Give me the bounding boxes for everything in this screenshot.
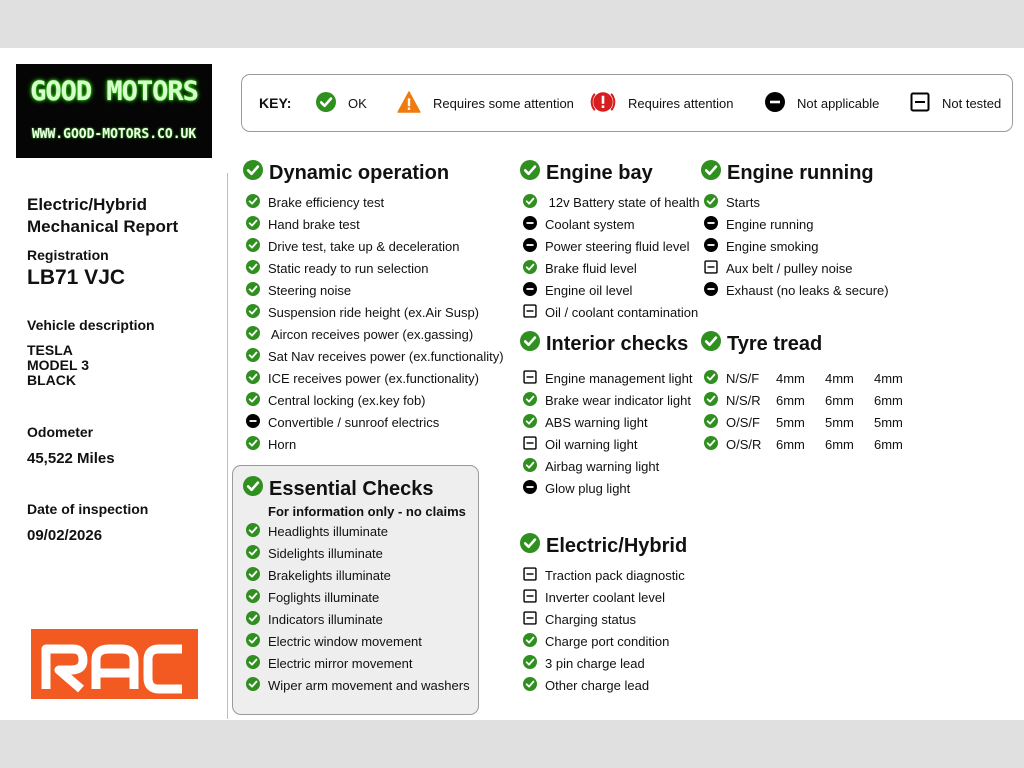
check-item <box>523 566 685 584</box>
check-icon <box>520 533 540 559</box>
check-item <box>523 588 665 606</box>
check-item-label: Power steering fluid level <box>545 238 690 254</box>
check-item-label: Electric mirror movement <box>268 656 413 672</box>
check-item <box>523 676 649 694</box>
tyre-row <box>704 413 903 431</box>
check-item-label: Sidelights illuminate <box>268 545 383 561</box>
minus-square-icon <box>523 589 537 606</box>
check-item-label: Other charge lead <box>545 677 650 693</box>
check-item <box>246 633 422 651</box>
check-icon <box>246 611 260 628</box>
report-title <box>27 194 178 238</box>
check-item-label: Brakelights illuminate <box>268 567 391 583</box>
tyre-position: O/S/F <box>726 414 760 430</box>
check-item <box>704 259 852 277</box>
warning-triangle-icon <box>397 90 421 117</box>
check-item <box>246 413 439 431</box>
check-item-label: Traction pack diagnostic <box>545 567 685 583</box>
tyre-position: O/S/R <box>726 436 762 452</box>
check-icon <box>246 348 260 365</box>
section-title-text: Electric/Hybrid <box>546 534 688 557</box>
key-item-not-tested <box>910 75 1001 131</box>
check-item <box>246 522 388 540</box>
check-item-label: Engine management light <box>545 370 693 386</box>
check-icon <box>246 238 260 255</box>
check-icon <box>704 194 718 211</box>
minus-circle-icon <box>246 414 260 431</box>
vehicle-description-label: Vehicle description <box>27 317 155 333</box>
key-item-not-applicable <box>765 75 879 131</box>
check-item <box>523 303 698 321</box>
check-item <box>523 654 645 672</box>
check-item <box>523 259 637 277</box>
check-item-label: Oil warning light <box>545 436 638 452</box>
check-item-label: Brake efficiency test <box>268 194 385 210</box>
key-item-label: Requires some attention <box>433 95 574 111</box>
check-item <box>523 193 700 211</box>
key-item-label: Not applicable <box>797 95 880 111</box>
check-icon <box>246 545 260 562</box>
check-item-label: Charge port condition <box>545 633 670 649</box>
minus-circle-icon <box>704 216 718 233</box>
check-item <box>246 391 426 409</box>
key-item-attention <box>590 75 734 131</box>
vehicle-make: TESLA <box>27 342 73 358</box>
minus-circle-icon <box>523 282 537 299</box>
check-icon <box>523 194 537 211</box>
minus-square-icon <box>704 260 718 277</box>
check-item <box>246 237 460 255</box>
minus-circle-icon <box>704 282 718 299</box>
vehicle-description <box>27 343 89 388</box>
check-icon <box>701 160 721 186</box>
minus-circle-icon <box>704 238 718 255</box>
tyre-row <box>704 369 903 387</box>
check-icon <box>246 194 260 211</box>
check-icon <box>243 160 263 186</box>
check-item-label: Foglights illuminate <box>268 589 380 605</box>
check-item <box>523 610 636 628</box>
check-icon <box>246 523 260 540</box>
tyre-depth: 6mm <box>825 436 854 452</box>
good-motors-logo <box>16 64 212 158</box>
check-icon <box>246 633 260 650</box>
check-item-label: Charging status <box>545 611 637 627</box>
odometer-value: 45,522 Miles <box>27 450 115 467</box>
section-title-text: Essential Checks <box>269 477 434 500</box>
check-item-label: Central locking (ex.key fob) <box>268 392 426 408</box>
check-item <box>246 610 383 628</box>
rac-logo <box>31 629 198 699</box>
inspection-date-label: Date of inspection <box>27 501 149 517</box>
check-item <box>246 193 384 211</box>
tyre-position: N/S/R <box>726 392 761 408</box>
check-icon <box>246 655 260 672</box>
minus-square-icon <box>523 567 537 584</box>
report-title-line2: Mechanical Report <box>27 217 179 236</box>
check-item-label: Steering noise <box>268 282 352 298</box>
check-item <box>523 632 669 650</box>
check-item <box>523 237 690 255</box>
check-item-label: 12v Battery state of health <box>545 194 700 210</box>
check-icon <box>246 436 260 453</box>
check-icon <box>246 216 260 233</box>
check-item <box>704 237 819 255</box>
check-icon <box>704 436 718 453</box>
check-item-label: Hand brake test <box>268 216 360 232</box>
check-icon <box>246 392 260 409</box>
check-icon <box>523 677 537 694</box>
minus-circle-icon <box>523 238 537 255</box>
check-item-label: Oil / coolant contamination <box>545 304 699 320</box>
check-icon <box>246 370 260 387</box>
key-label: KEY: <box>259 95 292 111</box>
check-item-label: Airbag warning light <box>545 458 660 474</box>
check-icon <box>704 370 718 387</box>
tyre-depth: 4mm <box>776 370 805 386</box>
tyre-depth: 4mm <box>874 370 903 386</box>
check-item-label: Glow plug light <box>545 480 631 496</box>
check-item <box>704 215 813 233</box>
key-item-label: OK <box>348 95 367 111</box>
check-item <box>523 281 632 299</box>
minus-square-icon <box>523 304 537 321</box>
section-title-text: Engine bay <box>546 161 653 184</box>
key-item-some-attention <box>397 75 574 131</box>
check-icon <box>246 260 260 277</box>
check-icon <box>246 567 260 584</box>
logo-url: WWW.GOOD-MOTORS.CO.UK <box>31 127 197 142</box>
check-item <box>523 479 630 497</box>
status-key-legend <box>241 74 1013 132</box>
check-item-label: ABS warning light <box>545 414 648 430</box>
check-icon <box>520 331 540 357</box>
alert-icon <box>590 89 616 118</box>
check-item <box>246 369 479 387</box>
section-title-text: Interior checks <box>546 332 689 355</box>
check-item-label: Engine running <box>726 216 814 232</box>
minus-square-icon <box>523 370 537 387</box>
tyre-row <box>704 435 903 453</box>
check-item-label: Suspension ride height (ex.Air Susp) <box>268 304 480 320</box>
check-icon <box>246 282 260 299</box>
check-item-label: Brake fluid level <box>545 260 637 276</box>
check-icon <box>246 589 260 606</box>
vehicle-model: MODEL 3 <box>27 357 89 373</box>
minus-circle-icon <box>523 480 537 497</box>
check-item-label: 3 pin charge lead <box>545 655 645 671</box>
check-item-label: Inverter coolant level <box>545 589 665 605</box>
report-sheet <box>0 48 1024 720</box>
dynamic-operation-title <box>243 160 449 186</box>
tyre-depth: 6mm <box>776 436 805 452</box>
check-item <box>246 566 391 584</box>
check-item <box>246 281 351 299</box>
check-item <box>523 435 638 453</box>
tyre-depth: 5mm <box>874 414 903 430</box>
interior-checks-title <box>520 331 688 357</box>
check-item-label: Horn <box>268 436 297 452</box>
key-item-label: Not tested <box>942 95 1002 111</box>
key-item-ok <box>316 75 367 131</box>
check-icon <box>523 655 537 672</box>
odometer-label: Odometer <box>27 424 94 440</box>
report-title-line1: Electric/Hybrid <box>27 195 147 214</box>
check-item-label: Starts <box>726 194 760 210</box>
tyre-depth: 6mm <box>776 392 805 408</box>
check-icon <box>243 476 263 502</box>
section-title-text: Engine running <box>727 161 874 184</box>
check-item-label: Convertible / sunroof electrics <box>268 414 440 430</box>
check-icon <box>701 331 721 357</box>
check-item <box>523 369 692 387</box>
check-item <box>246 677 470 695</box>
tyre-tread-title <box>701 331 822 357</box>
engine-running-title <box>701 160 874 186</box>
essential-checks-subtitle: For information only - no claims <box>268 504 466 519</box>
check-icon <box>523 392 537 409</box>
check-item-label: Drive test, take up & deceleration <box>268 238 460 254</box>
check-item <box>523 413 648 431</box>
check-item <box>523 391 691 409</box>
check-icon <box>246 326 260 343</box>
inspection-date-value: 09/02/2026 <box>27 527 103 544</box>
check-item <box>523 215 635 233</box>
minus-square-icon <box>910 92 930 115</box>
check-icon <box>246 677 260 694</box>
check-icon <box>523 414 537 431</box>
check-item-label: Brake wear indicator light <box>545 392 691 408</box>
logo-title: GOOD MOTORS <box>30 76 198 107</box>
tyre-depth: 5mm <box>776 414 805 430</box>
tyre-depth: 6mm <box>874 436 903 452</box>
check-icon <box>523 458 537 475</box>
check-item-label: Coolant system <box>545 216 635 232</box>
check-item <box>704 193 760 211</box>
check-icon <box>246 304 260 321</box>
check-icon <box>523 633 537 650</box>
check-item-label: Wiper arm movement and washers <box>268 678 470 694</box>
electric-hybrid-title <box>520 533 687 559</box>
check-item <box>523 457 659 475</box>
tyre-position: N/S/F <box>726 370 760 386</box>
section-title-text: Dynamic operation <box>269 161 450 184</box>
check-item <box>704 281 889 299</box>
registration-label: Registration <box>27 247 109 263</box>
check-item <box>246 588 379 606</box>
check-icon <box>316 92 336 115</box>
check-item <box>246 259 428 277</box>
tyre-row <box>704 391 903 409</box>
check-item <box>246 303 479 321</box>
check-item-label: Static ready to run selection <box>268 260 429 276</box>
minus-square-icon <box>523 611 537 628</box>
key-item-label: Requires attention <box>628 95 734 111</box>
registration-value: LB71 VJC <box>27 266 126 289</box>
minus-square-icon <box>523 436 537 453</box>
essential-checks-title <box>243 476 434 502</box>
engine-bay-title <box>520 160 653 186</box>
check-item-label: Engine smoking <box>726 238 819 254</box>
check-icon <box>520 160 540 186</box>
check-item-label: Aux belt / pulley noise <box>726 260 853 276</box>
check-item-label: Electric window movement <box>268 634 422 649</box>
check-item-label: ICE receives power (ex.functionality) <box>268 370 479 386</box>
check-icon <box>523 260 537 277</box>
check-item <box>246 215 360 233</box>
tyre-depth: 6mm <box>874 392 903 408</box>
check-item-label: Aircon receives power (ex.gassing) <box>268 326 474 342</box>
check-icon <box>704 392 718 409</box>
check-item <box>246 435 296 453</box>
check-item-label: Exhaust (no leaks & secure) <box>726 282 889 298</box>
minus-circle-icon <box>765 92 785 115</box>
check-item <box>246 655 412 673</box>
check-item <box>246 347 504 365</box>
check-item-label: Sat Nav receives power (ex.functionality) <box>268 348 504 364</box>
check-icon <box>704 414 718 431</box>
check-item-label: Indicators illuminate <box>268 611 383 627</box>
tyre-depth: 6mm <box>825 392 854 408</box>
check-item <box>246 325 473 343</box>
section-title-text: Tyre tread <box>727 332 823 355</box>
tyre-depth: 4mm <box>825 370 854 386</box>
check-item-label: Engine oil level <box>545 282 633 298</box>
vehicle-colour: BLACK <box>27 372 76 388</box>
minus-circle-icon <box>523 216 537 233</box>
column-divider <box>227 173 228 719</box>
tyre-depth: 5mm <box>825 414 854 430</box>
check-item-label: Headlights illuminate <box>268 523 388 539</box>
check-item <box>246 544 383 562</box>
